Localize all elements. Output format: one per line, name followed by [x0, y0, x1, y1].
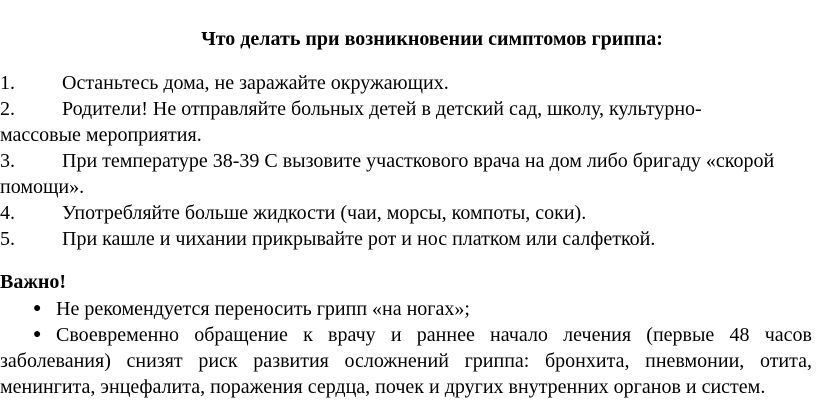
list-number: 4.	[0, 202, 15, 224]
bullet-icon: ●	[33, 301, 42, 316]
list-item-continuation-text: массовые мероприятия.	[0, 124, 202, 146]
list-number: 5.	[0, 228, 15, 250]
bullet-item-2-continuation-1	[0, 348, 812, 374]
important-heading: Важно!	[0, 271, 67, 293]
bullet-item-2-continuation-2	[0, 374, 812, 400]
page-title: Что делать при возникновении симптомов гриппа:	[201, 28, 663, 50]
bullet-item-text: Своевременно обращение к врачу и раннее начало лечения (первые 48 часов	[56, 324, 812, 346]
bullet-item-continuation-text: заболевания) снизят риск развития осложнений гриппа: бронхита, пневмонии, отита,	[0, 350, 812, 372]
list-item-text: При кашле и чихании прикрывайте рот и нос платком или салфеткой.	[62, 228, 656, 250]
list-number: 1.	[0, 72, 15, 94]
list-item-text: При температуре 38-39 С вызовите участкового врача на дом либо бригаду «скорой	[62, 150, 775, 172]
list-item-text: Употребляйте больше жидкости (чаи, морсы, компоты, соки).	[62, 202, 587, 224]
list-item-text: Останьтесь дома, не заражайте окружающих.	[62, 72, 449, 94]
bullet-item-text: Не рекомендуется переносить грипп «на ногах»;	[56, 298, 470, 320]
list-item-text: Родители! Не отправляйте больных детей в детский сад, школу, культурно-	[62, 98, 702, 120]
list-number: 3.	[0, 150, 15, 172]
list-number: 2.	[0, 98, 15, 120]
bullet-item-2	[0, 322, 812, 348]
list-item-continuation-text: помощи».	[0, 176, 85, 198]
bullet-icon: ●	[33, 327, 42, 342]
bullet-item-continuation-text: менингита, энцефалита, поражения сердца, почек и других внутренних органов и систем.	[0, 376, 766, 398]
